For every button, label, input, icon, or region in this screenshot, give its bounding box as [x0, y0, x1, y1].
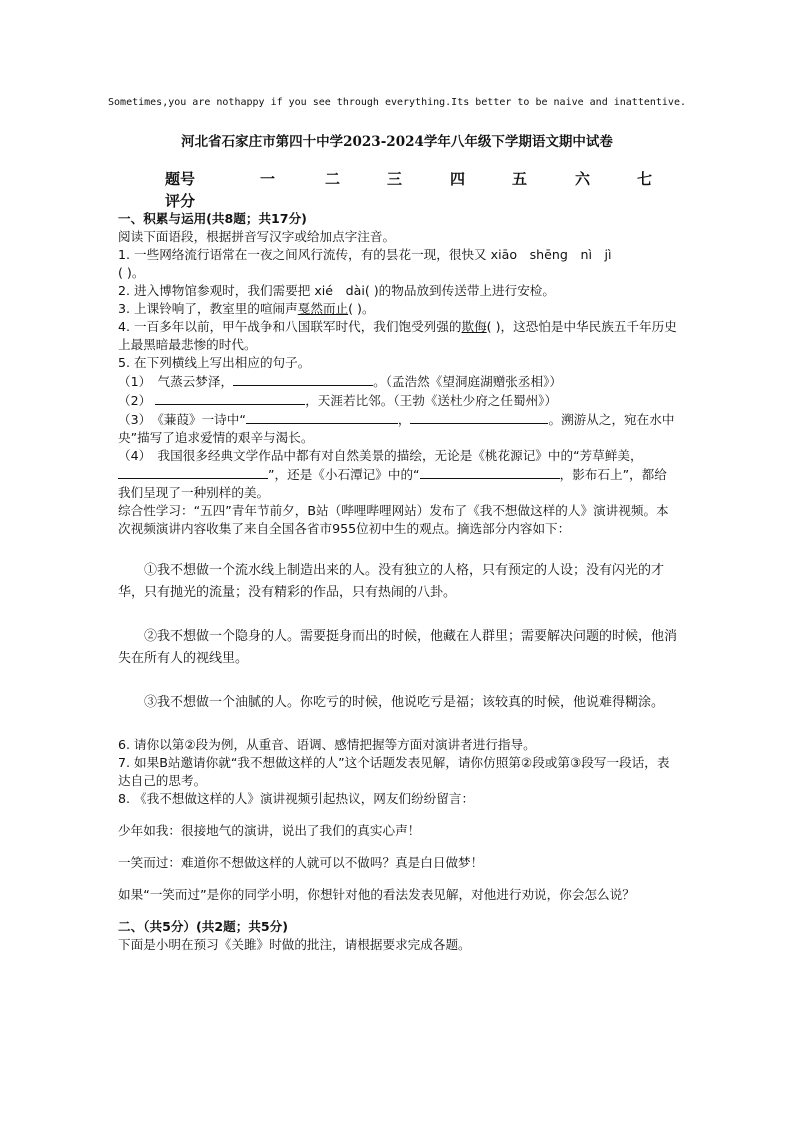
score-col-2: 二: [325, 170, 341, 188]
motto-line: Sometimes,you are nothappy if you see through everything.Its better to be naive and inattentive.: [108, 97, 686, 108]
section2-intro: 下面是小明在预习《关雎》时做的批注，请根据要求完成各题。: [118, 937, 471, 952]
score-col-6: 六: [575, 170, 591, 188]
q5-2-num: （2）: [118, 393, 152, 408]
question-6: 6. 请你以第②段为例，从重音、语调、感情把握等方面对演讲者进行指导。: [118, 737, 536, 752]
comment-2: 一笑而过：难道你不想做这样的人就可以不做吗？真是白日做梦！: [118, 855, 484, 870]
question-1: 1. 一些网络流行语常在一夜之间风行流传，有的昙花一现，很快又 xiāo shēng nì jì: [118, 247, 612, 262]
q5-4-blank-1[interactable]: [118, 465, 268, 479]
speech-excerpt-3: ③我不想做一个油腻的人。你吃亏的时候，他说吃亏是福；该较真的时候，他说难得糊涂。: [144, 695, 665, 710]
question-4: [118, 318, 678, 354]
q5-4-rest: ，影布石上”，都给我们呈现了一种别样的美。: [118, 467, 667, 500]
q5-4-mid: ”，还是《小石潭记》中的“: [268, 467, 420, 482]
score-row-header: [165, 168, 665, 190]
score-col-4: 四: [450, 170, 466, 188]
score-row-scores: [165, 190, 665, 212]
speech-excerpt-1: ①我不想做一个流水线上制造出来的人。没有独立的人格，只有预定的人设；没有闪光的才华，只有抛光的流量；没有精彩的作品，只有热闹的八卦。: [118, 563, 665, 600]
question-5: 5. 在下列横线上写出相应的句子。: [118, 355, 311, 370]
q5-4-text: （4） 我国很多经典文学作品中都有对自然美景的描绘，无论是《桃花源记》中的“芳草鲜美，: [118, 448, 643, 463]
speech-excerpt-2: ②我不想做一个隐身的人。需要挺身而出的时候，他藏在人群里；需要解决问题的时候，他消失在所有人的视线里。: [118, 629, 678, 666]
exam-title: 河北省石家庄市第四十中学2023-2024学年八年级下学期语文期中试卷: [181, 134, 613, 150]
question-7: 7. 如果B站邀请你就“我不想做这样的人”这个话题发表见解，请你仿照第②段或第③段写一段话，表达自己的思考。: [118, 755, 670, 788]
q5-1-source: 。（孟浩然《望洞庭湖赠张丞相》）: [373, 374, 562, 389]
exam-content: [118, 210, 678, 954]
q5-2-text: ，天涯若比邻。（王勃《送杜少府之任蜀州》）: [305, 393, 558, 408]
question-5-4: [118, 447, 678, 502]
question-5-2: [118, 391, 678, 410]
q5-3-text: （3） 《蒹葭》一诗中“: [118, 412, 246, 427]
question-5-3: [118, 410, 678, 447]
score-row-label: 题号: [165, 170, 196, 188]
question-1-blank: ( )。: [118, 265, 145, 280]
score-col-5: 五: [512, 170, 528, 188]
section1-intro: 阅读下面语段，根据拼音写汉字或给加点字注音。: [118, 229, 396, 244]
q5-3-blank-1[interactable]: [246, 410, 398, 424]
question-2: 2. 进入博物馆参观时，我们需要把 xié dài( )的物品放到传送带上进行安检。: [118, 283, 555, 298]
q5-1-blank[interactable]: [233, 372, 373, 386]
q5-4-blank-2[interactable]: [420, 465, 560, 479]
question-3-blank: ( )。: [348, 301, 375, 316]
question-3-underlined: 戛然而止: [297, 301, 349, 316]
score-col-1: 一: [260, 170, 276, 188]
question-4-underlined: 欺侮: [461, 319, 487, 334]
score-table: [165, 168, 665, 212]
score-row2-label: 评分: [165, 192, 196, 210]
question-3: [118, 300, 678, 318]
q5-2-blank[interactable]: [155, 391, 305, 405]
section2-heading: 二、（共5分）(共2题；共5分): [118, 919, 289, 934]
question-5-1: [118, 372, 678, 391]
q5-3-comma: ，: [397, 412, 411, 427]
question-4-text: 4. 一百多年以前，甲午战争和八国联军时代，我们饱受列强的: [118, 319, 462, 334]
score-col-7: 七: [637, 170, 653, 188]
comment-1: 少年如我：很接地气的演讲，说出了我们的真实心声！: [118, 823, 421, 838]
q5-3-blank-2[interactable]: [410, 410, 548, 424]
question-8-task: 如果“一笑而过”是你的同学小明，你想针对他的看法发表见解，对他进行劝说，你会怎么说？: [118, 887, 635, 902]
q5-1-text: （1） 气蒸云梦泽，: [118, 374, 234, 389]
question-4-rest: ( )，这恐怕是中华民族五千年历史上最黑暗最悲惨的时代。: [118, 319, 677, 352]
q5-3-rest: 。溯游从之，宛在水中央”描写了追求爱情的艰辛与渴长。: [118, 412, 675, 445]
section1-heading: 一、积累与运用(共8题；共17分): [118, 211, 307, 226]
integrated-learning: 综合性学习：“五四”青年节前夕，B站（哔哩哔哩网站）发布了《我不想做这样的人》演讲视频。本次视频演讲内容收集了来自全国各省市955位初中生的观点。摘选部分内容如下：: [118, 503, 669, 536]
score-col-3: 三: [387, 170, 403, 188]
question-3-text: 3. 上课铃响了，教室里的喧闹声: [118, 301, 298, 316]
question-8: 8. 《我不想做这样的人》演讲视频引起热议，网友们纷纷留言：: [118, 791, 475, 806]
